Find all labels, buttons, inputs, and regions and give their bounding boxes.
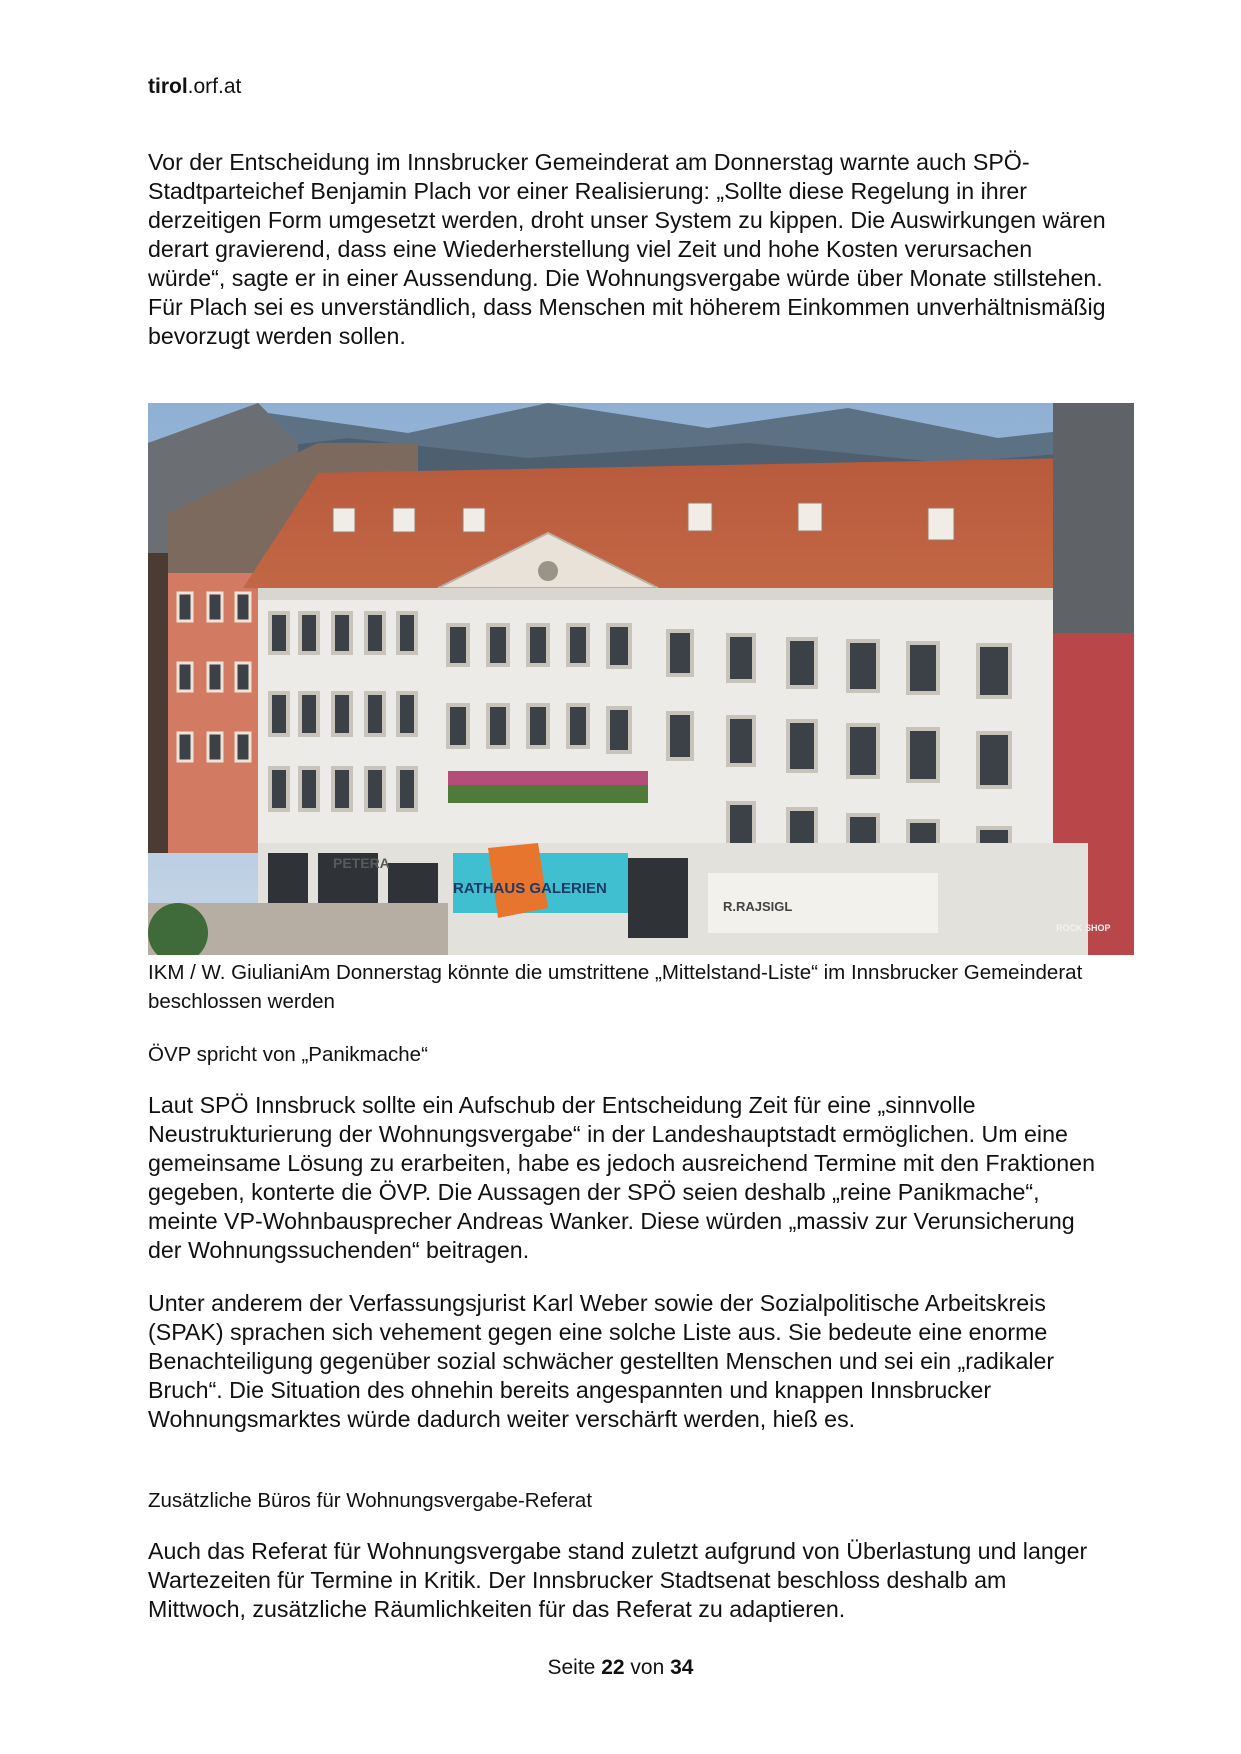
page-middle: von <box>630 1656 665 1679</box>
total-pages: 34 <box>670 1656 694 1679</box>
current-page: 22 <box>601 1656 625 1679</box>
paragraph-4: Auch das Referat für Wohnungsvergabe stand zuletzt aufgrund von Überlastung und langer Wartezeiten für Termine in Kritik. Der Innsbrucker Stadtsenat beschloss deshalb am Mittwoch, zusätzliche Räumlichkeiten für das Referat zu adaptieren. <box>148 1538 1088 1622</box>
paragraph-3: Unter anderem der Verfassungsjurist Karl Weber sowie der Sozialpolitische Arbeitskreis (SPAK) sprachen sich vehement gegen eine solche Liste aus. Sie bedeute eine enorme Benachteiligung gegenüber sozial schwächer gestellten Menschen und sei ein „radikaler Bruch“. Die Situation des ohnehin bereits angespannten und knappen Innsbrucker Wohnungsmarktes würde dadurch weiter verschärft werden, hieß es. <box>148 1290 1055 1432</box>
paragraph-1: Vor der Entscheidung im Innsbrucker Gemeinderat am Donnerstag warnte auch SPÖ-Stadtparteichef Benjamin Plach vor einer Realisierung: „Sollte diese Regelung in ihrer derzeitigen Form umgesetzt werden, droht unser System zu kippen. Die Auswirkungen wären derart gravierend, dass eine Wiederherstellung viel Zeit und hohe Kosten verursachen würde“, sagte er in einer Aussendung. Die Wohnungsvergabe würde über Monate stillstehen. Für Plach sei es unverständlich, dass Menschen mit höherem Einkommen unverhältnismäßig bevorzugt werden sollen. <box>148 149 1106 349</box>
subheading-2: Zusätzliche Büros für Wohnungsvergabe-Referat <box>148 1489 593 1512</box>
subheading-1: ÖVP spricht von „Panikmache“ <box>148 1043 428 1066</box>
site-name-rest: .orf.at <box>187 75 242 98</box>
photo-caption: IKM / W. GiulianiAm Donnerstag könnte die umstrittene „Mittelstand-Liste“ im Innsbrucker Gemeinderat beschlossen werden <box>148 961 1083 1013</box>
sign-rajsigl: R.RAJSIGL <box>723 899 793 914</box>
site-name <box>148 75 241 99</box>
sign-petera: PETERA <box>333 855 390 871</box>
site-name-bold: tirol <box>148 75 188 98</box>
sign-rathaus-galerien: RATHAUS GALERIEN <box>453 880 607 897</box>
page-number <box>0 1656 1241 1680</box>
page-prefix: Seite <box>547 1656 596 1679</box>
article-photo <box>148 403 1134 955</box>
sign-rock-shop: ROCK SHOP <box>1056 923 1111 933</box>
paragraph-2: Laut SPÖ Innsbruck sollte ein Aufschub der Entscheidung Zeit für eine „sinnvolle Neustrukturierung der Wohnungsvergabe“ in der Landeshauptstadt ermöglichen. Um eine gemeinsame Lösung zu erarbeiten, habe es jedoch ausreichend Termine mit den Fraktionen gegeben, konterte die ÖVP. Die Aussagen der SPÖ seien deshalb „reine Panikmache“, meinte VP-Wohnbausprecher Andreas Wanker. Diese würden „massiv zur Verunsicherung der Wohnungssuchenden“ beitragen. <box>148 1092 1095 1263</box>
